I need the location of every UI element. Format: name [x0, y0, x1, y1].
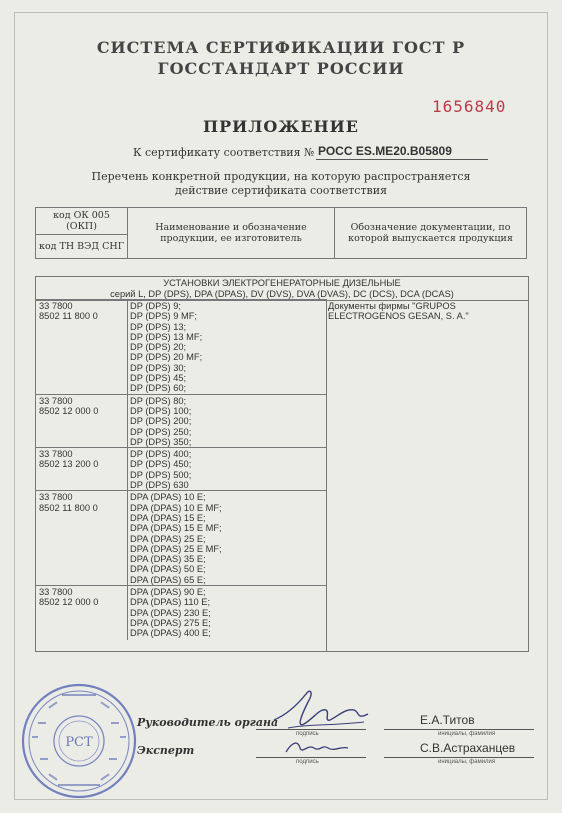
product-model: DP (DPS) 45;: [130, 373, 187, 384]
appendix-title: ПРИЛОЖЕНИЕ: [203, 117, 359, 136]
product-group: [36, 299, 326, 395]
head-of-body-label: Руководитель органа: [137, 716, 279, 729]
product-group: [36, 394, 326, 449]
group-items: [130, 587, 211, 638]
expert-name: С.В.Астраханцев: [420, 741, 516, 755]
product-model: DPA (DPAS) 15 E MF;: [130, 523, 222, 534]
tnved-code: 8502 12 000 0: [39, 597, 99, 608]
expert-signature-caption: подпись: [296, 759, 319, 765]
certificate-label: К сертификату соответствия №: [133, 146, 315, 159]
group-items: [130, 301, 202, 394]
product-model: DP (DPS) 500;: [130, 469, 192, 480]
header-system: СИСТЕМА СЕРТИФИКАЦИИ ГОСТ Р: [96, 38, 466, 57]
product-model: DPA (DPAS) 400 E;: [130, 628, 211, 639]
ok-code: 33 7800: [39, 492, 73, 503]
svg-text:РСТ: РСТ: [65, 735, 93, 750]
group-items: [130, 492, 222, 585]
header-table: [35, 207, 527, 259]
product-title-line-2: серий L, DP (DPS), DPA (DPAS), DV (DVS), DVA (DVAS), DC (DCS), DCA (DCAS): [36, 288, 528, 301]
description-line-2: действие сертификата соответствия: [174, 184, 388, 197]
ok-code: 33 7800: [39, 587, 73, 598]
group-items: [130, 449, 191, 490]
code-column-divider: [127, 300, 128, 395]
product-model: DPA (DPAS) 65 E;: [130, 574, 206, 585]
header-col-name: Наименование и обозначение продукции, ее изготовитель: [128, 208, 335, 259]
header-code-ok: код ОК 005 (ОКП): [36, 208, 128, 235]
product-model: DP (DPS) 60;: [130, 383, 187, 394]
product-model: DP (DPS) 20 MF;: [130, 352, 203, 363]
product-model: DPA (DPAS) 110 E;: [130, 597, 211, 608]
group-codes: [39, 449, 98, 470]
product-model: DP (DPS) 100;: [130, 405, 192, 416]
product-model: DPA (DPAS) 230 E;: [130, 607, 211, 618]
product-model: DP (DPS) 9;: [130, 301, 181, 311]
serial-number: 1656840: [432, 97, 507, 116]
product-model: DP (DPS) 9 MF;: [130, 311, 197, 322]
product-model: DPA (DPAS) 15 E;: [130, 512, 206, 523]
ok-code: 33 7800: [39, 449, 73, 460]
tnved-code: 8502 11 800 0: [39, 311, 98, 322]
product-model: DP (DPS) 13 MF;: [130, 331, 203, 342]
product-model: DPA (DPAS) 10 E;: [130, 492, 206, 503]
head-name: Е.А.Титов: [420, 713, 475, 727]
header-col-docs: Обозначение документации, по которой выпускается продукция: [335, 208, 527, 259]
docs-line-2: ELECTROGENOS GESAN, S. A.": [328, 311, 469, 322]
tnved-code: 8502 12 000 0: [39, 405, 99, 416]
code-column-divider: [127, 448, 128, 491]
product-model: DP (DPS) 630: [130, 480, 189, 491]
product-model: DPA (DPAS) 35 E;: [130, 554, 206, 565]
product-group: [36, 447, 326, 491]
product-model: DPA (DPAS) 50 E;: [130, 564, 206, 575]
ok-code: 33 7800: [39, 395, 73, 406]
expert-label: Эксперт: [137, 744, 195, 757]
ok-code: 33 7800: [39, 301, 73, 311]
tnved-code: 8502 13 200 0: [39, 459, 99, 470]
product-model: DPA (DPAS) 90 E;: [130, 587, 206, 598]
head-name-line: [384, 729, 534, 730]
product-model: DPA (DPAS) 275 E;: [130, 617, 211, 628]
product-model: DP (DPS) 80;: [130, 395, 187, 406]
code-column-divider: [127, 395, 128, 449]
product-model: DP (DPS) 30;: [130, 362, 187, 373]
product-title-line-1: УСТАНОВКИ ЭЛЕКТРОГЕНЕРАТОРНЫЕ ДИЗЕЛЬНЫЕ: [163, 278, 401, 288]
product-group: [36, 490, 326, 586]
head-name-caption: инициалы, фамилия: [438, 731, 496, 737]
expert-name-line: [384, 757, 534, 758]
code-column-divider: [127, 586, 128, 640]
product-group: [36, 585, 326, 640]
product-model: DPA (DPAS) 25 E MF;: [130, 543, 222, 554]
product-model: DPA (DPAS) 10 E MF;: [130, 502, 222, 513]
product-model: DP (DPS) 20;: [130, 342, 187, 353]
group-codes: [39, 396, 98, 417]
product-model: DP (DPS) 13;: [130, 321, 187, 332]
code-column-divider: [127, 491, 128, 586]
product-model: DP (DPS) 350;: [130, 436, 192, 447]
product-model: DP (DPS) 200;: [130, 416, 192, 427]
group-codes: [39, 492, 98, 513]
group-codes: [39, 587, 98, 608]
head-signature-caption: подпись: [296, 731, 319, 737]
product-model: DPA (DPAS) 25 E;: [130, 533, 206, 544]
docs-cell: [328, 301, 518, 322]
head-handwritten-signature: [268, 684, 378, 738]
round-seal-stamp: [18, 680, 140, 802]
product-model: DP (DPS) 400;: [130, 449, 192, 460]
group-items: [130, 396, 191, 447]
expert-name-caption: инициалы, фамилия: [438, 759, 496, 765]
expert-handwritten-signature: [282, 736, 352, 760]
product-model: DP (DPS) 450;: [130, 459, 192, 470]
group-codes: [39, 301, 98, 322]
docs-line-1: Документы фирмы "GRUPOS: [328, 301, 456, 311]
tnved-code: 8502 11 800 0: [39, 502, 98, 513]
certificate-number: РОСС ES.ME20.B05809: [316, 143, 488, 160]
product-model: DP (DPS) 250;: [130, 426, 192, 437]
description-line-1: Перечень конкретной продукции, на которую распространяется: [91, 170, 471, 183]
header-code-tnved: код ТН ВЭД СНГ: [36, 235, 128, 259]
product-table: [35, 276, 529, 652]
column-divider: [326, 299, 327, 651]
header-agency: ГОССТАНДАРТ РОССИИ: [157, 59, 405, 78]
